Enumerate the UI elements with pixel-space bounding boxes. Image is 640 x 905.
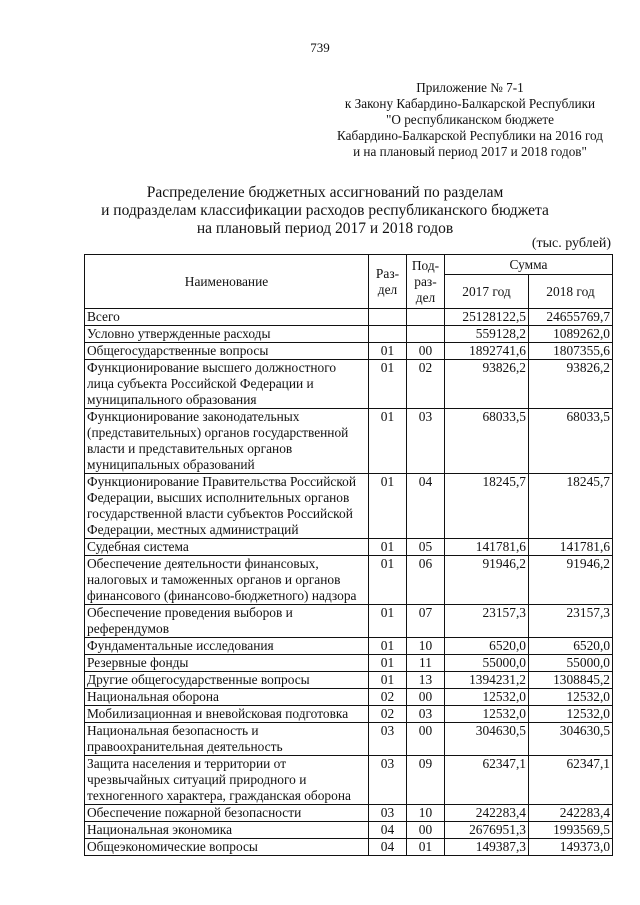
row-razdel: 01 bbox=[369, 655, 407, 672]
header-year-2017: 2017 год bbox=[445, 275, 529, 309]
row-value-2017: 242283,4 bbox=[445, 805, 529, 822]
row-podrazdel: 00 bbox=[407, 822, 445, 839]
row-value-2017: 12532,0 bbox=[445, 706, 529, 723]
row-podrazdel: 11 bbox=[407, 655, 445, 672]
header-year-2018: 2018 год bbox=[529, 275, 613, 309]
row-podrazdel: 03 bbox=[407, 706, 445, 723]
row-podrazdel: 00 bbox=[407, 723, 445, 756]
row-value-2018: 6520,0 bbox=[529, 638, 613, 655]
table-row bbox=[85, 605, 613, 638]
table-row bbox=[85, 539, 613, 556]
row-value-2018: 1807355,6 bbox=[529, 343, 613, 360]
row-value-2017: 18245,7 bbox=[445, 474, 529, 539]
row-podrazdel: 04 bbox=[407, 474, 445, 539]
row-value-2017: 141781,6 bbox=[445, 539, 529, 556]
row-value-2018: 62347,1 bbox=[529, 756, 613, 805]
row-value-2017: 1892741,6 bbox=[445, 343, 529, 360]
header-podrazdel: Под- раз- дел bbox=[407, 255, 445, 309]
row-razdel: 02 bbox=[369, 689, 407, 706]
row-name: Фундаментальные исследования bbox=[85, 638, 369, 655]
row-value-2017: 2676951,3 bbox=[445, 822, 529, 839]
appendix-block bbox=[330, 80, 610, 160]
table-row bbox=[85, 360, 613, 409]
row-value-2017: 1394231,2 bbox=[445, 672, 529, 689]
row-razdel: 03 bbox=[369, 723, 407, 756]
row-value-2017: 25128122,5 bbox=[445, 309, 529, 326]
appendix-line: Кабардино-Балкарской Республики на 2016 год bbox=[337, 128, 603, 143]
table-row bbox=[85, 672, 613, 689]
row-name: Обеспечение проведения выборов и референдумов bbox=[85, 605, 369, 638]
row-value-2017: 6520,0 bbox=[445, 638, 529, 655]
units-label: (тыс. рублей) bbox=[531, 236, 611, 251]
table-row bbox=[85, 309, 613, 326]
row-value-2018: 91946,2 bbox=[529, 556, 613, 605]
row-razdel: 02 bbox=[369, 706, 407, 723]
table-row bbox=[85, 805, 613, 822]
title-line: и подразделам классификации расходов республиканского бюджета bbox=[101, 202, 549, 219]
table-body bbox=[85, 309, 613, 856]
row-value-2017: 304630,5 bbox=[445, 723, 529, 756]
row-razdel: 03 bbox=[369, 805, 407, 822]
table-row bbox=[85, 326, 613, 343]
row-value-2018: 149373,0 bbox=[529, 839, 613, 856]
row-name: Национальная безопасность и правоохранительная деятельность bbox=[85, 723, 369, 756]
row-name: Функционирование Правительства Российской Федерации, высших исполнительных органов государственной власти субъектов Российской Федерации, местных администраций bbox=[85, 474, 369, 539]
row-podrazdel: 10 bbox=[407, 805, 445, 822]
row-podrazdel: 05 bbox=[407, 539, 445, 556]
table-row bbox=[85, 474, 613, 539]
table-row bbox=[85, 343, 613, 360]
row-podrazdel: 10 bbox=[407, 638, 445, 655]
row-podrazdel: 02 bbox=[407, 360, 445, 409]
row-value-2018: 1308845,2 bbox=[529, 672, 613, 689]
appendix-line: и на плановый период 2017 и 2018 годов" bbox=[353, 144, 587, 159]
row-podrazdel: 03 bbox=[407, 409, 445, 474]
row-value-2018: 304630,5 bbox=[529, 723, 613, 756]
row-value-2018: 23157,3 bbox=[529, 605, 613, 638]
appendix-line: "О республиканском бюджете bbox=[385, 112, 555, 127]
row-name: Резервные фонды bbox=[85, 655, 369, 672]
row-razdel: 01 bbox=[369, 360, 407, 409]
row-name: Национальная экономика bbox=[85, 822, 369, 839]
budget-table bbox=[84, 254, 613, 856]
row-podrazdel: 13 bbox=[407, 672, 445, 689]
row-value-2017: 68033,5 bbox=[445, 409, 529, 474]
row-podrazdel: 00 bbox=[407, 343, 445, 360]
row-podrazdel bbox=[407, 326, 445, 343]
row-value-2018: 12532,0 bbox=[529, 706, 613, 723]
row-value-2018: 55000,0 bbox=[529, 655, 613, 672]
title-line: Распределение бюджетных ассигнований по разделам bbox=[146, 184, 504, 201]
row-value-2017: 559128,2 bbox=[445, 326, 529, 343]
row-value-2018: 1089262,0 bbox=[529, 326, 613, 343]
row-name: Национальная оборона bbox=[85, 689, 369, 706]
table-row bbox=[85, 556, 613, 605]
table-row bbox=[85, 655, 613, 672]
row-razdel: 01 bbox=[369, 605, 407, 638]
table-row bbox=[85, 756, 613, 805]
row-razdel: 01 bbox=[369, 343, 407, 360]
row-value-2018: 1993569,5 bbox=[529, 822, 613, 839]
table-row bbox=[85, 822, 613, 839]
row-podrazdel: 07 bbox=[407, 605, 445, 638]
appendix-line: Приложение № 7-1 bbox=[416, 80, 524, 95]
document-title bbox=[95, 184, 555, 238]
table-row bbox=[85, 638, 613, 655]
row-name: Общегосударственные вопросы bbox=[85, 343, 369, 360]
row-razdel: 01 bbox=[369, 474, 407, 539]
row-razdel: 04 bbox=[369, 839, 407, 856]
row-podrazdel: 00 bbox=[407, 689, 445, 706]
table-row bbox=[85, 706, 613, 723]
row-razdel: 01 bbox=[369, 409, 407, 474]
row-name: Всего bbox=[85, 309, 369, 326]
row-value-2017: 12532,0 bbox=[445, 689, 529, 706]
row-value-2017: 23157,3 bbox=[445, 605, 529, 638]
row-value-2018: 141781,6 bbox=[529, 539, 613, 556]
row-podrazdel bbox=[407, 309, 445, 326]
header-name: Наименование bbox=[85, 255, 369, 309]
header-sum: Сумма bbox=[445, 255, 613, 275]
row-podrazdel: 09 bbox=[407, 756, 445, 805]
row-podrazdel: 01 bbox=[407, 839, 445, 856]
row-name: Функционирование законодательных (представительных) органов государственной власти и представительных органов муниципальных образований bbox=[85, 409, 369, 474]
row-value-2017: 62347,1 bbox=[445, 756, 529, 805]
row-value-2017: 91946,2 bbox=[445, 556, 529, 605]
row-name: Другие общегосударственные вопросы bbox=[85, 672, 369, 689]
row-name: Условно утвержденные расходы bbox=[85, 326, 369, 343]
table-row bbox=[85, 839, 613, 856]
row-razdel: 04 bbox=[369, 822, 407, 839]
row-razdel bbox=[369, 326, 407, 343]
row-razdel: 01 bbox=[369, 539, 407, 556]
row-name: Обеспечение пожарной безопасности bbox=[85, 805, 369, 822]
row-value-2018: 242283,4 bbox=[529, 805, 613, 822]
appendix-line: к Закону Кабардино-Балкарской Республики bbox=[344, 96, 596, 111]
row-value-2018: 93826,2 bbox=[529, 360, 613, 409]
row-razdel: 03 bbox=[369, 756, 407, 805]
row-name: Судебная система bbox=[85, 539, 369, 556]
page-number: 739 bbox=[310, 40, 330, 55]
table-row bbox=[85, 689, 613, 706]
row-razdel bbox=[369, 309, 407, 326]
table-row bbox=[85, 723, 613, 756]
row-name: Мобилизационная и вневойсковая подготовка bbox=[85, 706, 369, 723]
row-name: Защита населения и территории от чрезвычайных ситуаций природного и техногенного характера, гражданская оборона bbox=[85, 756, 369, 805]
row-podrazdel: 06 bbox=[407, 556, 445, 605]
row-value-2018: 68033,5 bbox=[529, 409, 613, 474]
row-value-2017: 149387,3 bbox=[445, 839, 529, 856]
row-value-2017: 55000,0 bbox=[445, 655, 529, 672]
row-value-2018: 24655769,7 bbox=[529, 309, 613, 326]
row-razdel: 01 bbox=[369, 672, 407, 689]
title-line: на плановый период 2017 и 2018 годов bbox=[196, 220, 454, 237]
row-value-2018: 18245,7 bbox=[529, 474, 613, 539]
row-value-2017: 93826,2 bbox=[445, 360, 529, 409]
header-razdel: Раз- дел bbox=[369, 255, 407, 309]
row-name: Обеспечение деятельности финансовых, налоговых и таможенных органов и органов финансового (финансово-бюджетного) надзора bbox=[85, 556, 369, 605]
row-name: Общеэкономические вопросы bbox=[85, 839, 369, 856]
row-name: Функционирование высшего должностного лица субъекта Российской Федерации и муниципального образования bbox=[85, 360, 369, 409]
row-value-2018: 12532,0 bbox=[529, 689, 613, 706]
row-razdel: 01 bbox=[369, 556, 407, 605]
row-razdel: 01 bbox=[369, 638, 407, 655]
table-row bbox=[85, 409, 613, 474]
